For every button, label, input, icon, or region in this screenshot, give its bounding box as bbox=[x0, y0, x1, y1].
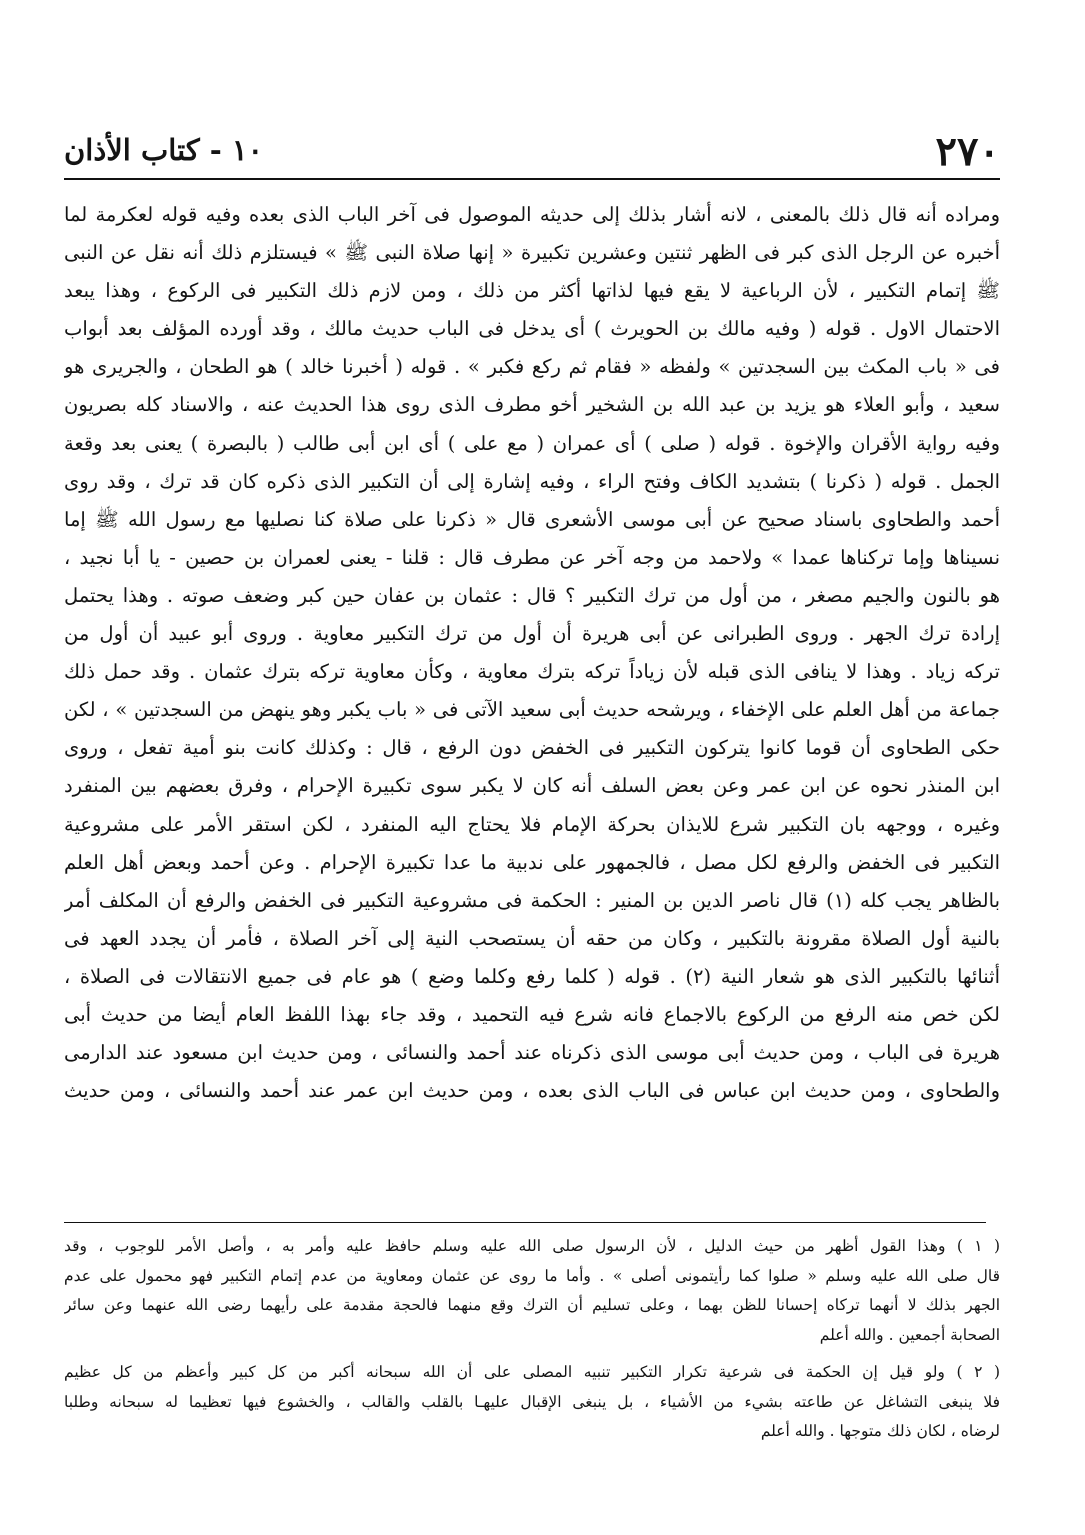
footnote-2 bbox=[64, 1358, 1000, 1447]
text-line: حكى الطحاوى أن قوما كانوا يتركون التكبير فى الخفض دون الرفع ، قال : وكذلك كانت بنو أمية تفعل ، وروى bbox=[64, 736, 1000, 760]
header-divider bbox=[64, 178, 1000, 180]
text-line: والطحاوى ، ومن حديث ابن عباس فى الباب الذى بعده ، ومن حديث ابن عمر عند أحمد والنسائى ، ومن حديث bbox=[64, 1079, 1000, 1103]
page-header bbox=[64, 128, 1000, 178]
text-line: بالظاهر يجب كله (١) قال ناصر الدين بن المنير : الحكمة فى مشروعية التكبير فى الخفض والرفع أن المكلف أمر bbox=[64, 888, 1000, 912]
footnote-line: ( ١ ) وهذا القول أظهر من حيث الدليل ، لأن الرسول صلى الله عليه وسلم حافظ عليه وأمر به ، وأصل الأمر للوجوب ، وقد bbox=[64, 1237, 1000, 1255]
footnote-line: ( ٢ ) ولو قيل إن الحكمة فى شرعية تكرار التكبير تنبيه المصلى على أن الله سبحانه أكبر من كل كبير وأعظم من كل عظيم bbox=[64, 1363, 1000, 1381]
text-line: لكن خص منه الرفع من الركوع بالاجماع فانه شرع فيه التحميد ، وقد جاء بهذا اللفظ العام أيضا من حديث أبى bbox=[64, 1002, 1000, 1026]
text-line: أحمد والطحاوى باسناد صحيح عن أبى موسى الأشعرى قال « ذكرنا على صلاة كنا نصليها مع رسول الله ﷺ إما bbox=[64, 507, 1000, 531]
footnote-line: فلا ينبغى التشاغل عن طاعته بشيء من الأشياء ، بل ينبغى الإقبال عليهـا بالقلب والقالب ، والخشوع فيها تعظيما له سبحانه وطلبا bbox=[64, 1392, 1000, 1411]
text-line: الجمل . قوله ( ذكرنا ) بتشديد الكاف وفتح الراء ، وفيه إشارة إلى أن التكبير الذى ذكره كان قد ترك ، وقد روى bbox=[64, 469, 1000, 493]
text-line: التكبير فى الخفض والرفع لكل مصل ، فالجمهور على ندبية ما عدا تكبيرة الإحرام . وعن أحمد وبعض أهل العلم bbox=[64, 850, 1000, 874]
text-line: جماعة من أهل العلم على الإخفاء ، ويرشحه حديث أبى سعيد الآتى فى « باب يكبر وهو ينهض من السجدتين » ، لكن bbox=[64, 698, 1000, 722]
footnotes bbox=[64, 1232, 1000, 1447]
text-line: أخبره عن الرجل الذى كبر فى الظهر ثنتين وعشرين تكبيرة « إنها صلاة النبى ﷺ » فيستلزم ذلك أنه نقل عن النبى bbox=[64, 241, 1000, 265]
text-line: ﷺ إتمام التكبير ، لأن الرباعية لا يقع فيها لذاتها أكثر من ذلك ، ومن لازم ذلك التكبير فى الركوع ، وهذا يبعد bbox=[64, 279, 1000, 303]
text-line: هو بالنون والجيم مصغر ، من أول من ترك التكبير ؟ قال : عثمان بن عفان حين كبر وضعف صوته . وهذا يحتمل bbox=[64, 583, 1000, 607]
text-line: وغيره ، ووجهه بان التكبير شرع للايذان بحركة الإمام فلا يحتاج اليه المنفرد ، لكن استقر الأمر على مشروعية bbox=[64, 812, 1000, 836]
footnote-line: الجهر بذلك لا أنهما تركاه إحسانا للظن بهما ، وعلى تسليم أن الترك وقع منهما فالحجة مقدمة على رأيهما رضى الله عنهما وعن سائر bbox=[64, 1296, 1000, 1314]
footnote-line: الصحابة أجمعين . والله أعلم bbox=[819, 1325, 1000, 1344]
text-line: تركه زياد . وهذا لا ينافى الذى قبله لأن زياداً تركه بترك معاوية ، وكأن معاوية تركه بترك عثمان . وقد حمل ذلك bbox=[64, 660, 1000, 684]
page-number: ٢٧٠ bbox=[935, 128, 1000, 175]
text-line: نسيناها وإما تركناها عمدا » ولاحمد من وجه آخر عن مطرف قال : قلنا - يعنى لعمران بن حصين - يا أبا نجيد ، bbox=[64, 545, 1000, 569]
footnote-divider bbox=[64, 1222, 986, 1223]
text-line: بالنية أول الصلاة مقرونة بالتكبير ، وكان من حقه أن يستصحب النية إلى آخر الصلاة ، فأمر أن يجدد العهد فى bbox=[64, 926, 1000, 950]
text-line: إرادة ترك الجهر . وروى الطبرانى عن أبى هريرة أن أول من ترك التكبير معاوية . وروى أبو عبيد أن أول من bbox=[64, 622, 1000, 646]
text-line: سعيد ، وأبو العلاء هو يزيد بن عبد الله بن الشخير أخو مطرف الذى روى هذا الحديث عنه ، والاسناد كله بصريون bbox=[64, 393, 1000, 417]
text-line: وفيه رواية الأقران والإخوة . قوله ( صلى ) أى عمران ( مع على ) أى ابن أبى طالب ( بالبصرة ) يعنى بعد وقعة bbox=[64, 431, 1000, 455]
text-line: ومراده أنه قال ذلك بالمعنى ، لانه أشار بذلك إلى حديثه الموصول فى آخر الباب الذى بعده وفيه قوله لعكرمة لما bbox=[64, 203, 1000, 226]
footnote-1 bbox=[64, 1232, 1000, 1350]
text-line: فى « باب المكث بين السجدتين » ولفظه « فقام ثم ركع فكبر » . قوله ( أخبرنا خالد ) هو الطحان ، والجريرى هو bbox=[64, 355, 1000, 379]
footnote-line: لرضاه ، لكان ذلك متوجها . والله أعلم bbox=[760, 1422, 1000, 1440]
text-line: الاحتمال الاول . قوله ( وفيه مالك بن الحويرث ) أى يدخل فى الباب حديث مالك ، وقد أورده المؤلف بعد أبواب bbox=[64, 317, 1000, 341]
main-text bbox=[64, 196, 1000, 1110]
text-line: هريرة فى الباب ، ومن حديث أبى موسى الذى ذكرناه عند أحمد والنسائى ، ومن حديث ابن مسعود عند الدارمى bbox=[64, 1041, 1000, 1065]
footnote-line: قال صلى الله عليه وسلم « صلوا كما رأيتمونى أصلى » . وأما ما روى عن عثمان ومعاوية من عدم إتمام التكبير فهو محمول على عدم bbox=[64, 1266, 1000, 1285]
text-line: أثنائها بالتكبير الذى هو شعار النية (٢) . قوله ( كلما رفع وكلما وضع ) هو عام فى جميع الانتقالات فى الصلاة ، bbox=[64, 964, 1000, 988]
chapter-title: ١٠ - كتاب الأذان bbox=[64, 133, 264, 167]
text-line: ابن المنذر نحوه عن ابن عمر وعن بعض السلف أنه كان لا يكبر سوى تكبيرة الإحرام ، وفرق بعضهم بين المنفرد bbox=[64, 774, 1000, 798]
